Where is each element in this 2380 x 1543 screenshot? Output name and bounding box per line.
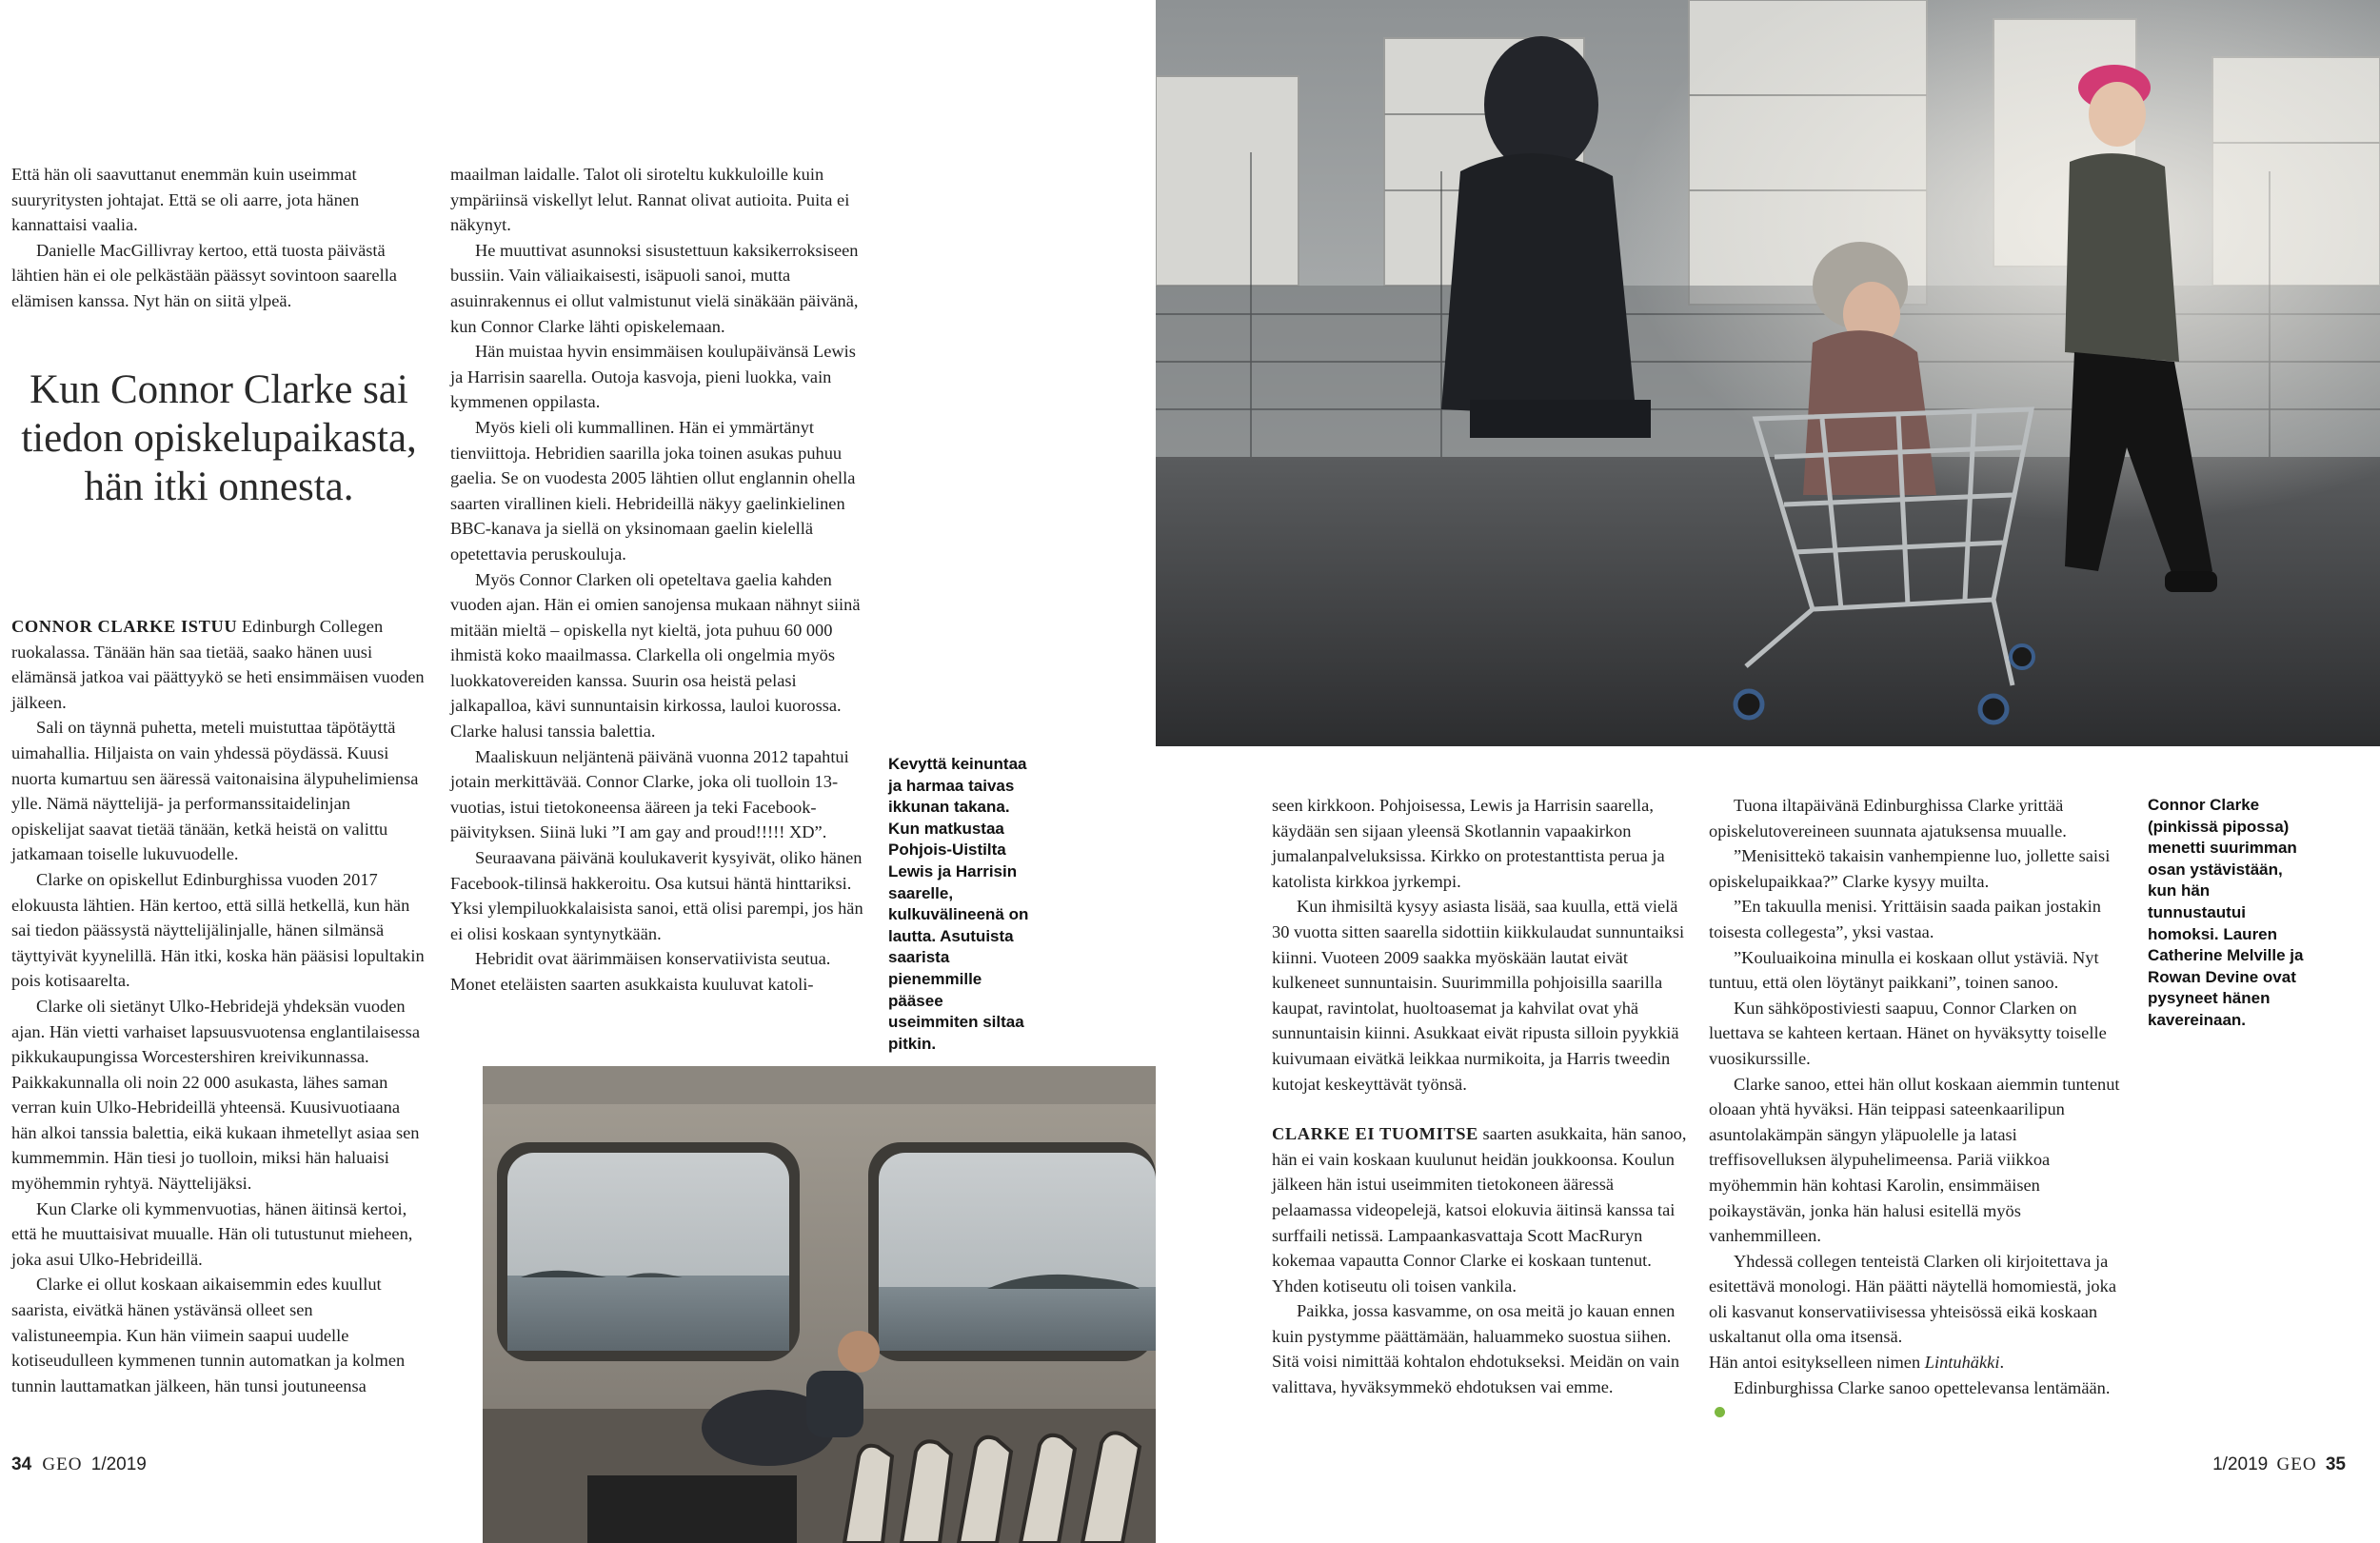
photo-caption-ferry: Kevyttä keinuntaa ja harmaa taivas ikkunan takana. Kun matkustaa Pohjois-Uistilta Lewis ja Harrisin saarelle, kulkuvälineenä on lautta. Asutuista saarista pienemmille pääsee useimmiten siltaa pitkin. bbox=[888, 755, 1029, 1053]
paragraph: Että hän oli saavuttanut enemmän kuin useimmat suuryritysten johtajat. Että se oli aarre, jota hänen kannattaisi vaalia. bbox=[11, 165, 360, 235]
paragraph: Clarke on opiskellut Edinburghissa vuoden 2017 elokuusta lähtien. Hän kertoo, että sillä hetkellä, kun hän sai tiedon päässystä näyttelijälinjalle, hänen silmänsä täyttyivät kyynelillä. Hän itki, koska hän pääsisi lopultakin pois kotisaarelta. bbox=[11, 869, 425, 991]
paragraph: Kun sähköpostiviesti saapuu, Connor Clarken on luettava se kahteen kertaan. Hänet on hyväksytty toiselle vuosikurssille. bbox=[1709, 998, 2107, 1068]
right-column-2 bbox=[1709, 793, 2126, 1426]
paragraph: Edinburghissa Clarke sanoo opettelevansa lentämään. bbox=[1709, 1375, 2126, 1426]
paragraph: Hän muistaa hyvin ensimmäisen koulupäivänsä Lewis ja Harrisin saarella. Outoja kasvoja, pieni luokka, vain kymmenen oppilasta. bbox=[450, 342, 856, 412]
photo-caption-cart: Connor Clarke (pinkissä pipossa) menetti suurimman osan ystävistään, kun hän tunnustautui homoksi. Lauren Catherine Melville ja Rowan Devine ovat pysyneet hänen kavereinaan. bbox=[2148, 796, 2304, 1029]
paragraph: Yhdessä collegen tenteistä Clarken oli kirjoitettava ja esitettävä monologi. Hän päätti näytellä homomiestä, joka oli kasvanut konservatiivisessa yhteisössä eikä koskaan uskaltanut olla oma itsensä. bbox=[1709, 1251, 2116, 1347]
section-opener: CLARKE EI TUOMITSE saarten asukkaita, hän sanoo, hän ei vain koskaan kuulunut heidän joukkoonsa. Koulun jälkeen hän istui useimmiten tietokoneen ääressä pelaamassa videopelejä, katsoi elokuvia äitinsä kanssa tai surffaili netissä. Lampaankasvattaja Scott MacRuryn kokemaa vapautta Connor Clarke ei koskaan tuntenut. Yhden kotiseutu oli toisen vankila. bbox=[1272, 1124, 1687, 1296]
paragraph: Maaliskuun neljäntenä päivänä vuonna 2012 tapahtui jotain merkittävää. Connor Clarke, joka oli tuolloin 13-vuotias, istui tietokoneensa ääreen ja teki Facebook-päivityksen. Siinä luki ”I am gay and proud!!!!! XD”. bbox=[450, 746, 849, 842]
paragraph: ”Menisittekö takaisin vanhempienne luo, jollette saisi opiskelupaikkaa?” Clarke kysyy muilta. bbox=[1709, 846, 2111, 891]
paragraph: Paikka, jossa kasvamme, on osa meitä jo kauan ennen kuin pystymme päättämään, haluammeko suostua siihen. Sitä voisi nimittää kohtalon ehdotukseksi. Meidän on vain valittava, hyväksymmekö ehdotuksen vai emme. bbox=[1272, 1301, 1680, 1397]
paragraph: Sali on täynnä puhetta, meteli muistuttaa täpötäyttä uimahallia. Hiljaista on vain yhdessä pöydässä. Kuusi nuorta kumartuu sen ääressä vaitonaisina älypuhelimiensa ylle. Nämä näyttelijä- ja performanssitaidelinjan opiskelijat saavat tietää tänään, ketkä heistä on valittu jatkamaan toiselle lukuvuodelle. bbox=[11, 718, 419, 864]
paragraph: maailman laidalle. Talot oli siroteltu kukkuloille kuin ympäriinsä viskellyt lelut. Rannat olivat autioita. Puita ei näkynyt. bbox=[450, 165, 850, 235]
page-number-left: 34 GEO 1/2019 bbox=[11, 1454, 147, 1474]
left-column-2 bbox=[450, 162, 866, 998]
paragraph: Myös kieli oli kummallinen. Hän ei ymmärtänyt tienviittoja. Hebridien saarilla joka toinen asukas puhuu gaelia. Se on vuodesta 2005 lähtien ollut englannin ohella saarten virallinen kieli. Hebrideillä näkyy gaelinkielinen BBC-kanava ja siellä on yksinomaan gaelin kielellä opetettavia peruskouluja. bbox=[450, 417, 856, 564]
magazine-logo: GEO bbox=[42, 1454, 83, 1474]
paragraph: Clarke sanoo, ettei hän ollut koskaan aiemmin tuntenut oloaan yhtä hyväksi. Hän teippasi sateenkaarilipun asuntolakämpän sängyn yläpuolelle ja latasi treffisovelluksen älypuhelimeensa. Pariä viikkoa myöhemmin hän kohtasi Karolin, ensimmäisen poikaystävän, jonka hän halusi esitellä myös vanhemmilleen. bbox=[1709, 1074, 2120, 1246]
paragraph: ”En takuulla menisi. Yrittäisin saada paikan jostakin toisesta collegesta”, yksi vastaa. bbox=[1709, 897, 2101, 941]
end-mark-icon bbox=[1715, 1407, 1725, 1417]
paragraph: Hebridit ovat äärimmäisen konservatiivista seutua. Monet eteläisten saarten asukkaista kuuluvat katoli- bbox=[450, 949, 831, 994]
paragraph: Hän antoi esitykselleen nimen Lintuhäkki. bbox=[1709, 1353, 2005, 1373]
lead-in: CONNOR CLARKE ISTUU bbox=[11, 617, 238, 636]
paragraph: Clarke ei ollut koskaan aikaisemmin edes kuullut saarista, eivätkä hänen ystävänsä olleet sen valistuneempia. Kun hän viimein saapui uudelle kotiseudulleen kymmenen tunnin automatkan ja kolmen tunnin lauttamatkan jälkeen, hän tunsi joutuneensa bbox=[11, 1275, 406, 1395]
section-opener: CONNOR CLARKE ISTUU Edinburgh Collegen ruokalassa. Tänään hän saa tietää, saako hänen uusi elämänsä jatkoa vai päättyykö se heti ensimmäisen vuoden jälkeen. bbox=[11, 617, 425, 712]
magazine-logo: GEO bbox=[2276, 1454, 2317, 1474]
lead-in: CLARKE EI TUOMITSE bbox=[1272, 1124, 1478, 1144]
left-column-1-body bbox=[11, 614, 426, 1398]
paragraph: Myös Connor Clarken oli opeteltava gaelia kahden vuoden ajan. Hän ei omien sanojensa mukaan nähnyt siinä mitään mieltä – opiskella nyt kieltä, jota puhuu 60 000 ihmistä koko maailmassa. Clarkella oli ongelmia myös luokkatovereiden kanssa. Suurin osa heistä pelasi jalkapalloa, kävi sunnuntaisin kirkossa, lauloi kuorossa. Clarke halusi tanssia balettia. bbox=[450, 569, 861, 742]
paragraph: Kun ihmisiltä kysyy asiasta lisää, saa kuulla, että vielä 30 vuotta sitten saarella sidottiin kiikkulaudat sunnuntaiksi kiinni. Vuoteen 2009 saakka myöskään lautat eivät kulkeneet sunnuntaisin. Suurimmilla pohjoisilla saarilla kaupat, ravintolat, huoltoasemat ja kahvilat ovat yhä sunnuntaisin kiinni. Asukkaat eivät ripusta silloin pyykkiä kuivumaan eivätkä leikkaa nurmikoita, ja Harris tweedin kutojat keskeyttävät työnsä. bbox=[1272, 897, 1685, 1094]
paragraph: Clarke oli sietänyt Ulko-Hebridejä yhdeksän vuoden ajan. Hän vietti varhaiset lapsuusvuotensa englantilaisessa pikkukaupungissa Worcestershiren kreivikunnassa. Paikkakunnalla oli noin 22 000 asukasta, lähes saman verran kuin Ulko-Hebrideillä yhteensä. Kuusivuotiaana hän alkoi tanssia balettia, eikä kukaan ihmetellyt asiaa sen kummemmin. Hän tiesi jo tuolloin, miksi hän haluaisi myöhemmin ryhtyä. Näyttelijäksi. bbox=[11, 996, 420, 1194]
paragraph: seen kirkkoon. Pohjoisessa, Lewis ja Harrisin saarella, käydään sen sijaan yleensä Skotlannin vapaakirkon jumalanpalveluksissa. Kirkko on protestanttista perua ja katolista kirkkoa jyrkempi. bbox=[1272, 796, 1665, 891]
paragraph: ”Kouluaikoina minulla ei koskaan ollut ystäviä. Nyt tuntuu, että olen löytänyt paikkani”, toinen sanoo. bbox=[1709, 947, 2099, 993]
paragraph: Seuraavana päivänä koulukaverit kysyivät, oliko hänen Facebook-tilinsä hakkeroitu. Osa kutsui häntä hinttariksi. Yksi ylempiluokkalaisista sanoi, että olisi parempi, jos hän ei olisi koskaan syntynytkään. bbox=[450, 848, 863, 943]
right-column-1 bbox=[1272, 793, 1689, 1400]
page-number-right: 1/2019 GEO 35 bbox=[2212, 1454, 2346, 1474]
left-column-1 bbox=[11, 162, 426, 314]
paragraph: He muuttivat asunnoksi sisustettuun kaksikerroksiseen bussiin. Vain väliaikaisesti, isäpuoli sanoi, mutta asuinrakennus ei ollut valmistunut vielä sinäkään päivänä, kun Connor Clarke lähti opiskelemaan. bbox=[450, 240, 859, 336]
shopping-cart-photo bbox=[1156, 0, 2380, 746]
pull-quote: Kun Connor Clarke sai tiedon opiskelupaikasta, hän itki onnesta. bbox=[21, 367, 417, 509]
paragraph: Tuona iltapäivänä Edinburghissa Clarke yrittää opiskelutovereineen suunnata ajatuksensa muualle. bbox=[1709, 796, 2067, 841]
ferry-photo bbox=[483, 1066, 1156, 1543]
paragraph: Kun Clarke oli kymmenvuotias, hänen äitinsä kertoi, että he muuttaisivat muualle. Hän oli tutustunut mieheen, joka asui Ulko-Hebrideillä. bbox=[11, 1198, 413, 1269]
paragraph: Danielle MacGillivray kertoo, että tuosta päivästä lähtien hän ei ole pelkästään päässyt sovintoon saarella elämisen kanssa. Nyt hän on siitä ylpeä. bbox=[11, 240, 397, 310]
